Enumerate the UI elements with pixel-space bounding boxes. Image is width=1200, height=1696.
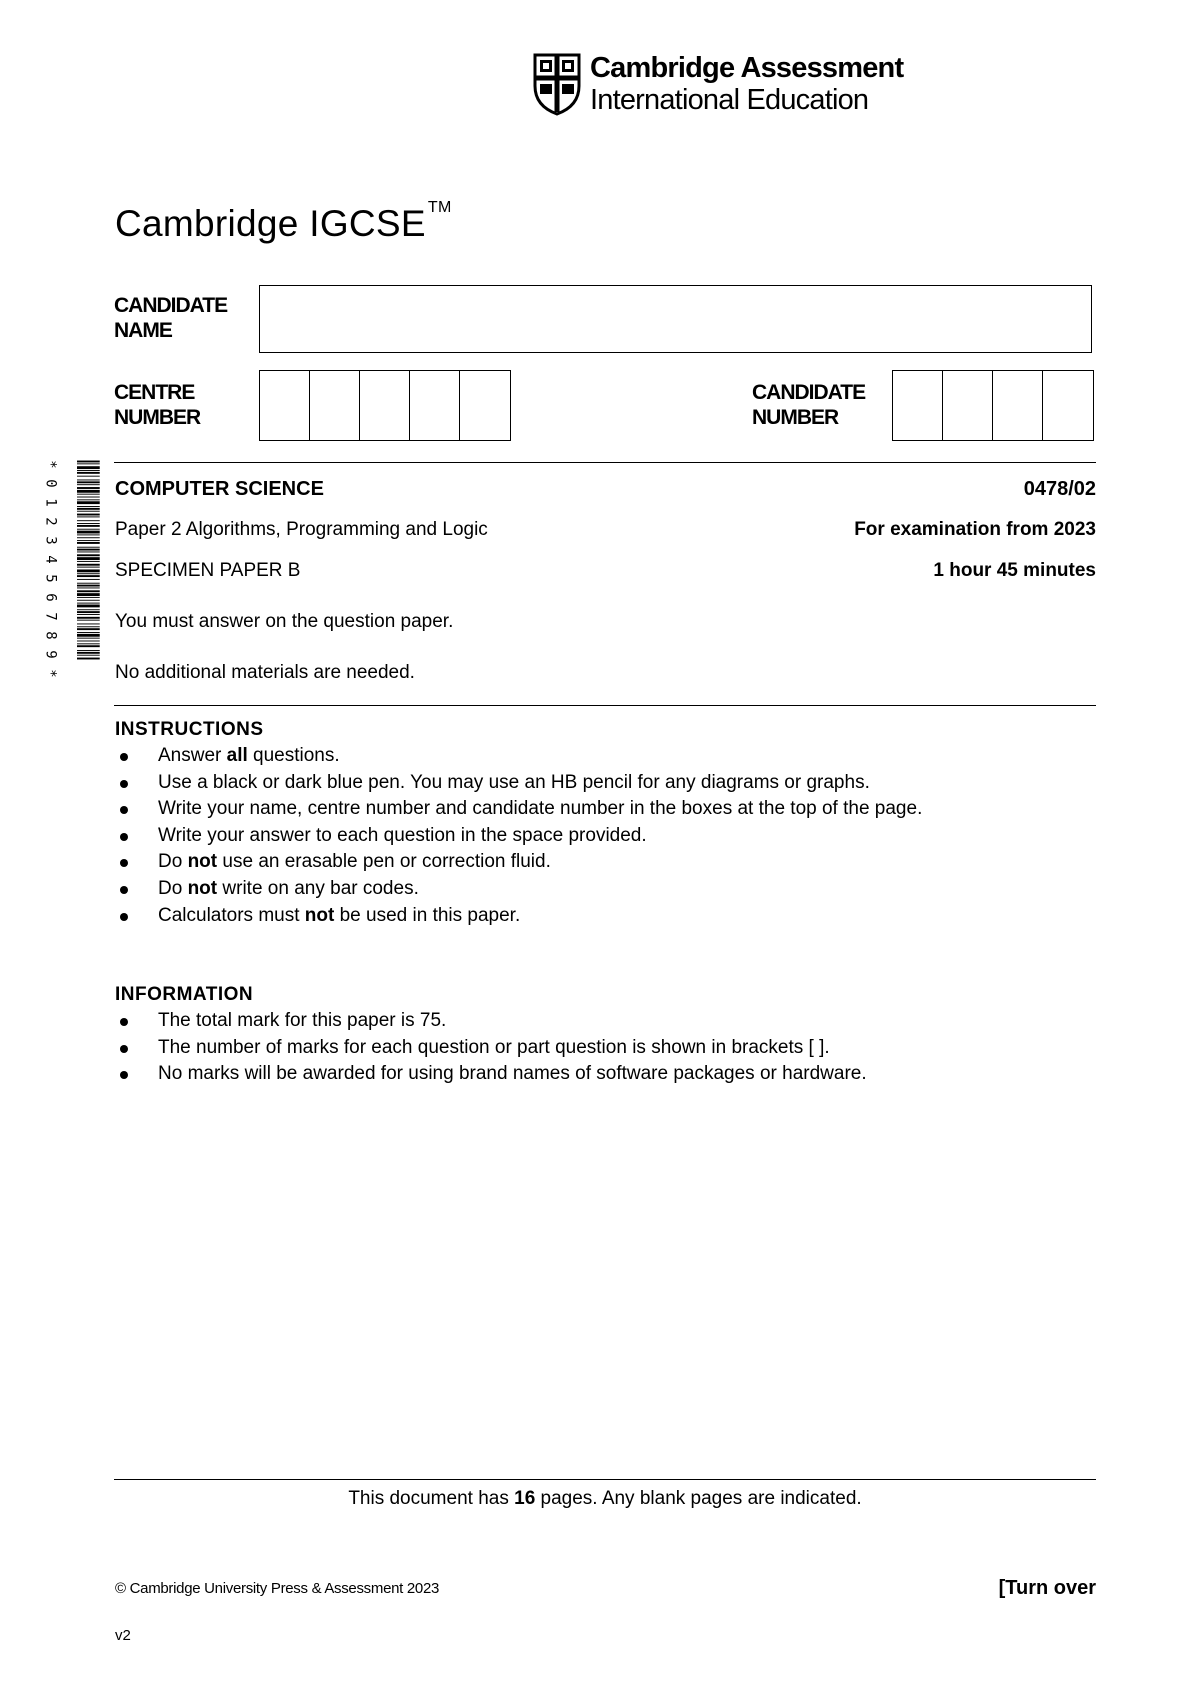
bullet-icon — [120, 913, 128, 921]
candidate-number-label: CANDIDATE NUMBER — [752, 381, 866, 429]
list-item: Calculators must not be used in this paper. — [118, 903, 922, 930]
information-list — [118, 1008, 867, 1088]
candidate-number-field[interactable] — [892, 370, 1094, 441]
barcode-digit: 5 — [43, 574, 60, 583]
divider-top — [114, 462, 1096, 463]
cambridge-logo — [532, 52, 903, 116]
divider-bottom — [114, 1479, 1096, 1480]
bullet-icon — [120, 1071, 128, 1079]
answer-note: You must answer on the question paper. — [115, 611, 454, 632]
barcode-digit: 7 — [43, 612, 60, 621]
divider-middle — [114, 705, 1096, 706]
list-item: Write your name, centre number and candidate number in the boxes at the top of the page. — [118, 796, 922, 823]
bullet-icon — [120, 753, 128, 761]
qualification-name: Cambridge IGCSE — [115, 203, 426, 244]
list-item: Do not write on any bar codes. — [118, 876, 922, 903]
page-count: 16 — [514, 1488, 536, 1509]
candidate-number-box[interactable] — [943, 371, 993, 440]
barcode-digit: 2 — [43, 517, 60, 526]
list-item: Answer all questions. — [118, 743, 922, 770]
candidate-number-box[interactable] — [1043, 371, 1093, 440]
bullet-icon — [120, 1018, 128, 1026]
page-count-note: This document has 16 pages. Any blank pages are indicated. — [348, 1488, 862, 1509]
barcode — [43, 455, 100, 678]
candidate-number-box[interactable] — [893, 371, 943, 440]
barcode-digit: 1 — [43, 498, 60, 507]
qualification-title — [115, 199, 452, 245]
bullet-icon — [120, 859, 128, 867]
cambridge-crest-icon — [532, 52, 582, 116]
list-item: Write your answer to each question in the space provided. — [118, 823, 922, 850]
instructions-list — [118, 743, 922, 929]
centre-number-box[interactable] — [410, 371, 460, 440]
candidate-name-label: CANDIDATE NAME — [114, 294, 228, 342]
barcode-digits — [43, 455, 60, 678]
bullet-icon — [120, 833, 128, 841]
centre-number-box[interactable] — [360, 371, 410, 440]
barcode-digit: 8 — [43, 631, 60, 640]
candidate-number-box[interactable] — [993, 371, 1043, 440]
bullet-icon — [120, 806, 128, 814]
instructions-heading: INSTRUCTIONS — [115, 719, 264, 740]
copyright-notice: © Cambridge University Press & Assessment 2023 — [115, 1580, 440, 1597]
logo-line-1: Cambridge Assessment — [590, 52, 904, 84]
candidate-name-field[interactable] — [259, 285, 1092, 353]
list-item: No marks will be awarded for using brand names of software packages or hardware. — [118, 1061, 867, 1088]
centre-number-field[interactable] — [259, 370, 511, 441]
centre-number-box[interactable] — [260, 371, 310, 440]
exam-from: For examination from 2023 — [854, 519, 1096, 540]
barcode-digit: 4 — [43, 555, 60, 564]
barcode-digit: 0 — [43, 479, 60, 488]
information-heading: INFORMATION — [115, 984, 254, 1005]
list-item: Do not use an erasable pen or correction fluid. — [118, 849, 922, 876]
logo-line-2: International Education — [590, 84, 869, 116]
paper-code: 0478/02 — [1023, 478, 1096, 500]
bullet-icon — [120, 1045, 128, 1053]
barcode-digit: 3 — [43, 536, 60, 545]
duration: 1 hour 45 minutes — [933, 560, 1096, 581]
centre-number-box[interactable] — [460, 371, 510, 440]
barcode-digit: * — [43, 460, 60, 469]
barcode-digit: 6 — [43, 593, 60, 602]
subject-title: COMPUTER SCIENCE — [115, 478, 324, 500]
paper-title: Paper 2 Algorithms, Programming and Logic — [115, 519, 488, 540]
centre-number-box[interactable] — [310, 371, 360, 440]
materials-note: No additional materials are needed. — [115, 662, 415, 683]
paper-type: SPECIMEN PAPER B — [115, 560, 301, 581]
centre-number-label: CENTRE NUMBER — [114, 381, 201, 429]
barcode-digit: * — [43, 669, 60, 678]
list-item: The number of marks for each question or part question is shown in brackets [ ]. — [118, 1035, 867, 1062]
barcode-digit: 9 — [43, 650, 60, 659]
bullet-icon — [120, 780, 128, 788]
bullet-icon — [120, 886, 128, 894]
trademark-mark: TM — [427, 199, 452, 216]
turn-over-label: [Turn over — [998, 1577, 1096, 1599]
list-item: Use a black or dark blue pen. You may use an HB pencil for any diagrams or graphs. — [118, 770, 922, 797]
list-item: The total mark for this paper is 75. — [118, 1008, 867, 1035]
barcode-bars — [77, 455, 100, 665]
version-label: v2 — [115, 1627, 131, 1644]
